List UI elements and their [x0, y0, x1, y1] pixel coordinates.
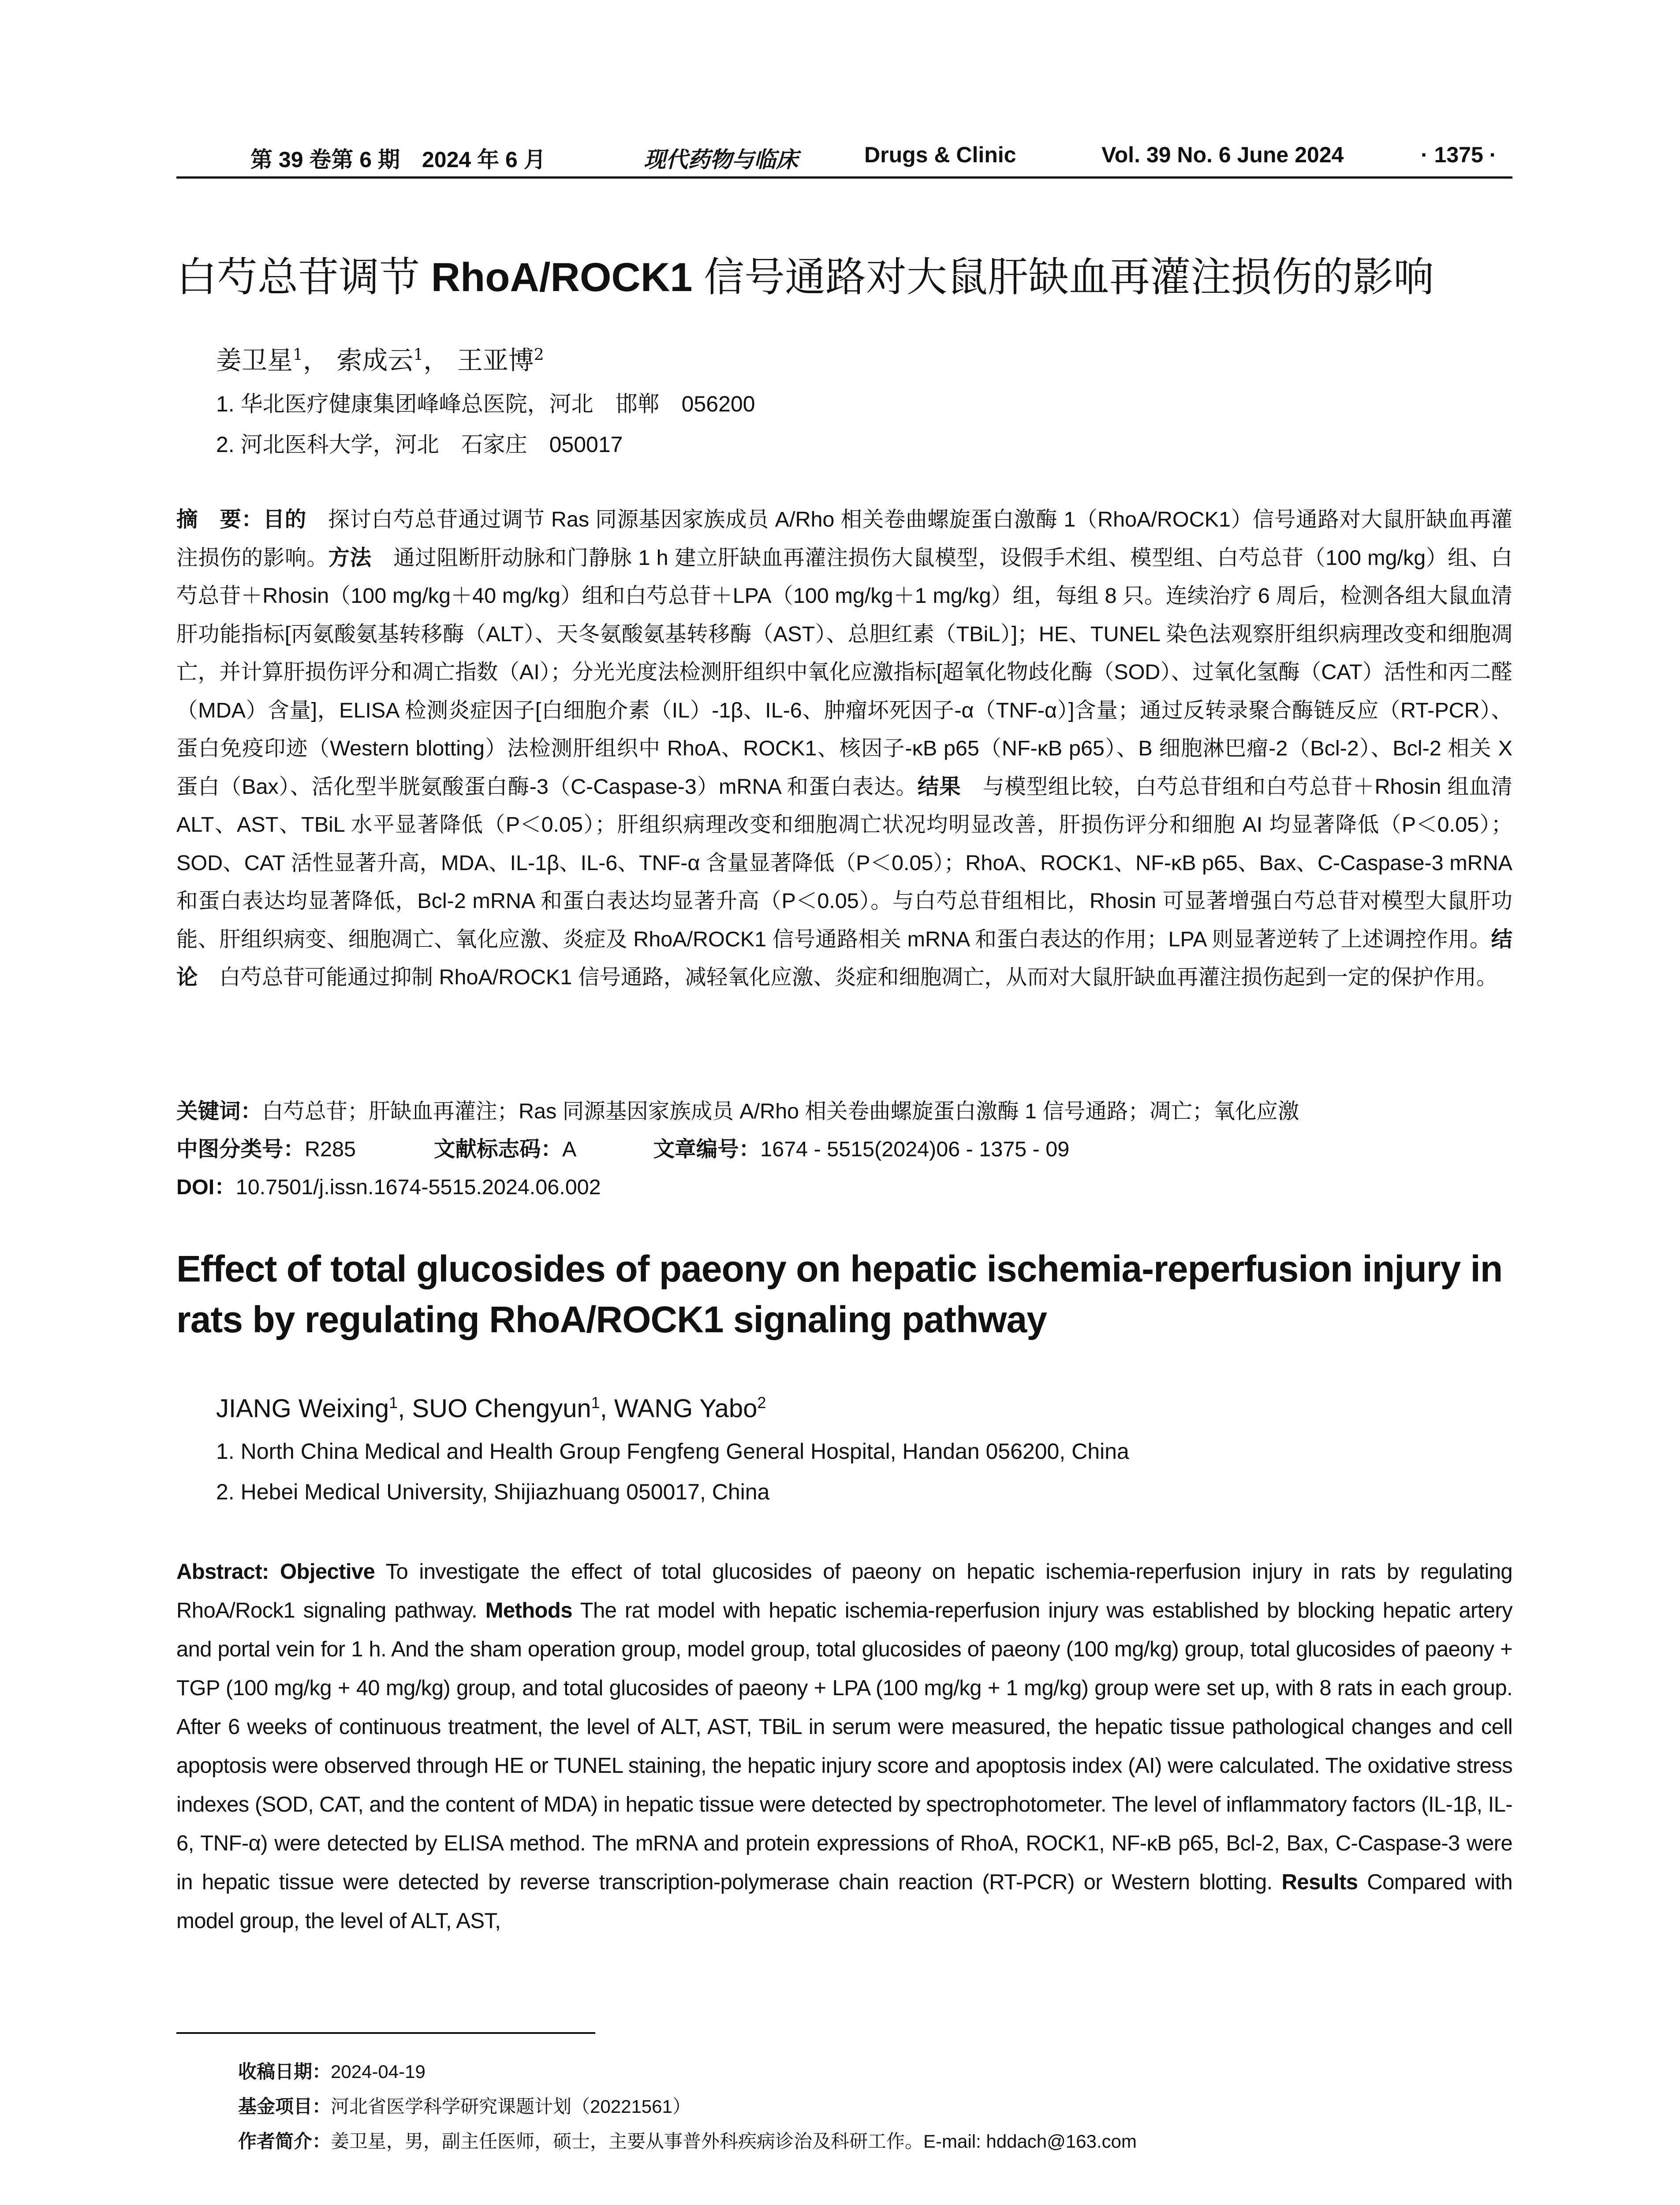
abstract-cn [176, 501, 1512, 997]
authors-en [216, 1394, 766, 1423]
abstract-en-results: Compared with model group, the level of ALT, AST, [176, 1870, 1512, 1933]
abstract-cn-conclusion-label: 结论 [176, 927, 1512, 989]
affiliation-en-2: 2. Hebei Medical University, Shijiazhuang 050017, China [216, 1480, 770, 1504]
footnote-author-bio-label: 作者简介： [238, 2131, 331, 2152]
abstract-cn-conclusion: 白芍总苷可能通过抑制 RhoA/ROCK1 信号通路，减轻氧化应激、炎症和细胞凋亡，从而对大鼠肝缺血再灌注损伤起到一定的保护作用。 [198, 965, 1498, 989]
abstract-cn-objective: 探讨白芍总苷通过调节 Ras 同源基因家族成员 A/Rho 相关卷曲螺旋蛋白激酶 1（RhoA/ROCK1）信号通路对大鼠肝缺血再灌注损伤的影响。 [176, 508, 1512, 570]
keywords-cn-text: 白芍总苷；肝缺血再灌注；Ras 同源基因家族成员 A/Rho 相关卷曲螺旋蛋白激酶 1 信号通路；凋亡；氧化应激 [262, 1099, 1299, 1123]
author-en-2-affil: 1 [591, 1394, 600, 1412]
footnote-author-bio-text: 姜卫星，男，副主任医师，硕士，主要从事普外科疾病诊治及科研工作。E-mail: hddach@163.com [331, 2131, 1137, 2152]
abstract-en-objective-label: Objective [280, 1560, 375, 1584]
header-issue-cn: 第 39 卷第 6 期 2024 年 6 月 [250, 147, 546, 172]
doi-line [176, 1170, 601, 1200]
footnote-received-text: 2024-04-19 [331, 2061, 426, 2082]
keywords-cn [176, 1094, 1299, 1125]
keywords-cn-label: 关键词： [176, 1099, 262, 1123]
abstract-en-results-label: Results [1281, 1870, 1358, 1894]
title-cn-bold: RhoA/ROCK1 [431, 255, 693, 300]
abstract-cn-label: 摘 要： [176, 508, 263, 531]
footnote-fund [238, 2092, 691, 2119]
author-en-2: , SUO Chengyun [398, 1394, 591, 1423]
doi-label: DOI： [176, 1175, 236, 1199]
footnote-fund-text: 河北省医学科学研究课题计划（20221561） [331, 2096, 691, 2117]
doc-code-label: 文献标志码： [433, 1137, 562, 1161]
abstract-cn-methods-label: 方法 [328, 546, 372, 570]
author-cn-1: 姜卫星 [216, 345, 293, 375]
abstract-cn-results-label: 结果 [917, 774, 961, 799]
affiliation-cn-1: 1. 华北医疗健康集团峰峰总医院，河北 邯郸 056200 [216, 392, 755, 416]
abstract-en-methods: The rat model with hepatic ischemia-reperfusion injury was established by blocking hepatic artery and portal vein for 1 h. And the sham operation group, model group, total glucosides of paeony (100 mg/kg) group, total glucosides of paeony + TGP (100 mg/kg + 40 mg/kg) group, and total glucosides of paeony + LPA (100 mg/kg + 1 mg/kg) group were set up, with 8 rats in each group. After 6 weeks of continuous treatment, the level of ALT, AST, TBiL in serum were measured, the hepatic tissue pathological changes and cell apoptosis were observed through HE or TUNEL staining, the hepatic injury score and apoptosis index (AI) were calculated. The oxidative stress indexes (SOD, CAT, and the content of MDA) in hepatic tissue were detected by spectrophotometer. The level of inflammatory factors (IL-1β, IL-6, TNF-α) were detected by ELISA method. The mRNA and protein expressions of RhoA, ROCK1, NF-κB p65, Bcl-2, Bax, C-Caspase-3 were in hepatic tissue were detected by reverse transcription-polymerase chain reaction (RT-PCR) or Western blotting. [176, 1599, 1512, 1894]
title-en: Effect of total glucosides of paeony on hepatic ischemia-reperfusion injury in rats by regulating RhoA/ROCK1 signaling pathway [176, 1248, 1503, 1340]
author-en-3: , WANG Yabo [600, 1394, 758, 1423]
title-cn-prefix: 白芍总苷调节 [176, 255, 431, 300]
clc-value: R285 [305, 1137, 356, 1161]
abstract-cn-methods: 通过阻断肝动脉和门静脉 1 h 建立肝缺血再灌注损伤大鼠模型，设假手术组、模型组、白芍总苷（100 mg/kg）组、白芍总苷＋Rhosin（100 mg/kg＋40 mg/kg）组和白芍总苷＋LPA（100 mg/kg＋1 mg/kg）组，每组 8 只。连续治疗 6 周后，检测各组大鼠血清肝功能指标[丙氨酸氨基转移酶（ALT）、天冬氨酸氨基转移酶（AST）、总胆红素（TBiL）]；HE、TUNEL 染色法观察肝组织病理改变和细胞凋亡，并计算肝损伤评分和凋亡指数（AI）；分光光度法检测肝组织中氧化应激指标[超氧化物歧化酶（SOD）、过氧化氢酶（CAT）活性和丙二醛（MDA）含量]，ELISA 检测炎症因子[白细胞介素（IL）-1β、IL-6、肿瘤坏死因子-α（TNF-α）]含量；通过反转录聚合酶链反应（RT-PCR）、蛋白免疫印迹（Western blotting）法检测肝组织中 RhoA、ROCK1、核因子-κB p65（NF-κB p65）、B 细胞淋巴瘤-2（Bcl-2）、Bcl-2 相关 X 蛋白（Bax）、活化型半胱氨酸蛋白酶-3（C-Caspase-3）mRNA 和蛋白表达。 [176, 546, 1512, 799]
header-journal-cn: 现代药物与临床 [644, 146, 798, 172]
footnote-received-label: 收稿日期： [238, 2061, 331, 2082]
abstract-en-label: Abstract: [176, 1560, 280, 1584]
footnote-author-bio [238, 2127, 1137, 2153]
affiliation-en-1: 1. North China Medical and Health Group Fengfeng General Hospital, Handan 056200, China [216, 1439, 1129, 1464]
header-page-number: · 1375 · [1421, 142, 1497, 167]
author-cn-2: 索成云 [336, 345, 414, 375]
author-cn-3: 王亚博 [457, 345, 534, 375]
header-issue-en: Vol. 39 No. 6 June 2024 [1101, 142, 1344, 167]
title-cn [176, 245, 1512, 303]
authors-cn: 姜卫星$^1$， 索成云$^1$， 王亚博$^2$ [216, 345, 544, 375]
classification-line [176, 1132, 1069, 1162]
author-en-1: JIANG Weixing [216, 1394, 389, 1423]
article-no-value: 1674 - 5515(2024)06 - 1375 - 09 [760, 1137, 1070, 1161]
footnote-fund-label: 基金项目： [238, 2096, 331, 2117]
doc-code-value: A [562, 1137, 575, 1161]
abstract-cn-objective-label: 目的 [263, 508, 306, 531]
author-cn-2-affil: 1 [413, 346, 424, 364]
article-no-label: 文章编号： [653, 1137, 761, 1161]
clc-label: 中图分类号： [176, 1137, 305, 1161]
footnote-received [238, 2057, 426, 2084]
running-header [176, 142, 1512, 173]
abstract-en-objective: To investigate the effect of total glucosides of paeony on hepatic ischemia-reperfusion injury in rats by regulating RhoA/Rock1 signaling pathway. [176, 1560, 1512, 1622]
title-cn-suffix: 信号通路对大鼠肝缺血再灌注损伤的影响 [692, 255, 1434, 300]
abstract-cn-results: 与模型组比较，白芍总苷组和白芍总苷＋Rhosin 组血清 ALT、AST、TBiL 水平显著降低（P＜0.05）；肝组织病理改变和细胞凋亡状况均明显改善，肝损伤评分和细胞 AI 均显著降低（P＜0.05）；SOD、CAT 活性显著升高，MDA、IL-1β、IL-6、TNF-α 含量显著降低（P＜0.05）；RhoA、ROCK1、NF-κB p65、Bax、C-Caspase-3 mRNA 和蛋白表达均显著降低，Bcl-2 mRNA 和蛋白表达均显著升高（P＜0.05）。与白芍总苷组相比，Rhosin 可显著增强白芍总苷对模型大鼠肝功能、肝组织病变、细胞凋亡、氧化应激、炎症及 RhoA/ROCK1 信号通路相关 mRNA 和蛋白表达的作用；LPA 则显著逆转了上述调控作用。 [176, 774, 1512, 951]
author-cn-1-affil: 1 [293, 346, 303, 364]
abstract-en [176, 1552, 1512, 1940]
abstract-en-methods-label: Methods [485, 1599, 572, 1622]
author-en-1-affil: 1 [389, 1394, 398, 1412]
header-rule [176, 176, 1512, 179]
header-journal-en: Drugs & Clinic [864, 142, 1016, 167]
author-cn-3-affil: 2 [534, 346, 544, 364]
author-en-3-affil: 2 [757, 1394, 766, 1412]
affiliation-cn-2: 2. 河北医科大学，河北 石家庄 050017 [216, 432, 623, 457]
doi-value: 10.7501/j.issn.1674-5515.2024.06.002 [235, 1175, 601, 1199]
footnote-rule [176, 2032, 595, 2034]
